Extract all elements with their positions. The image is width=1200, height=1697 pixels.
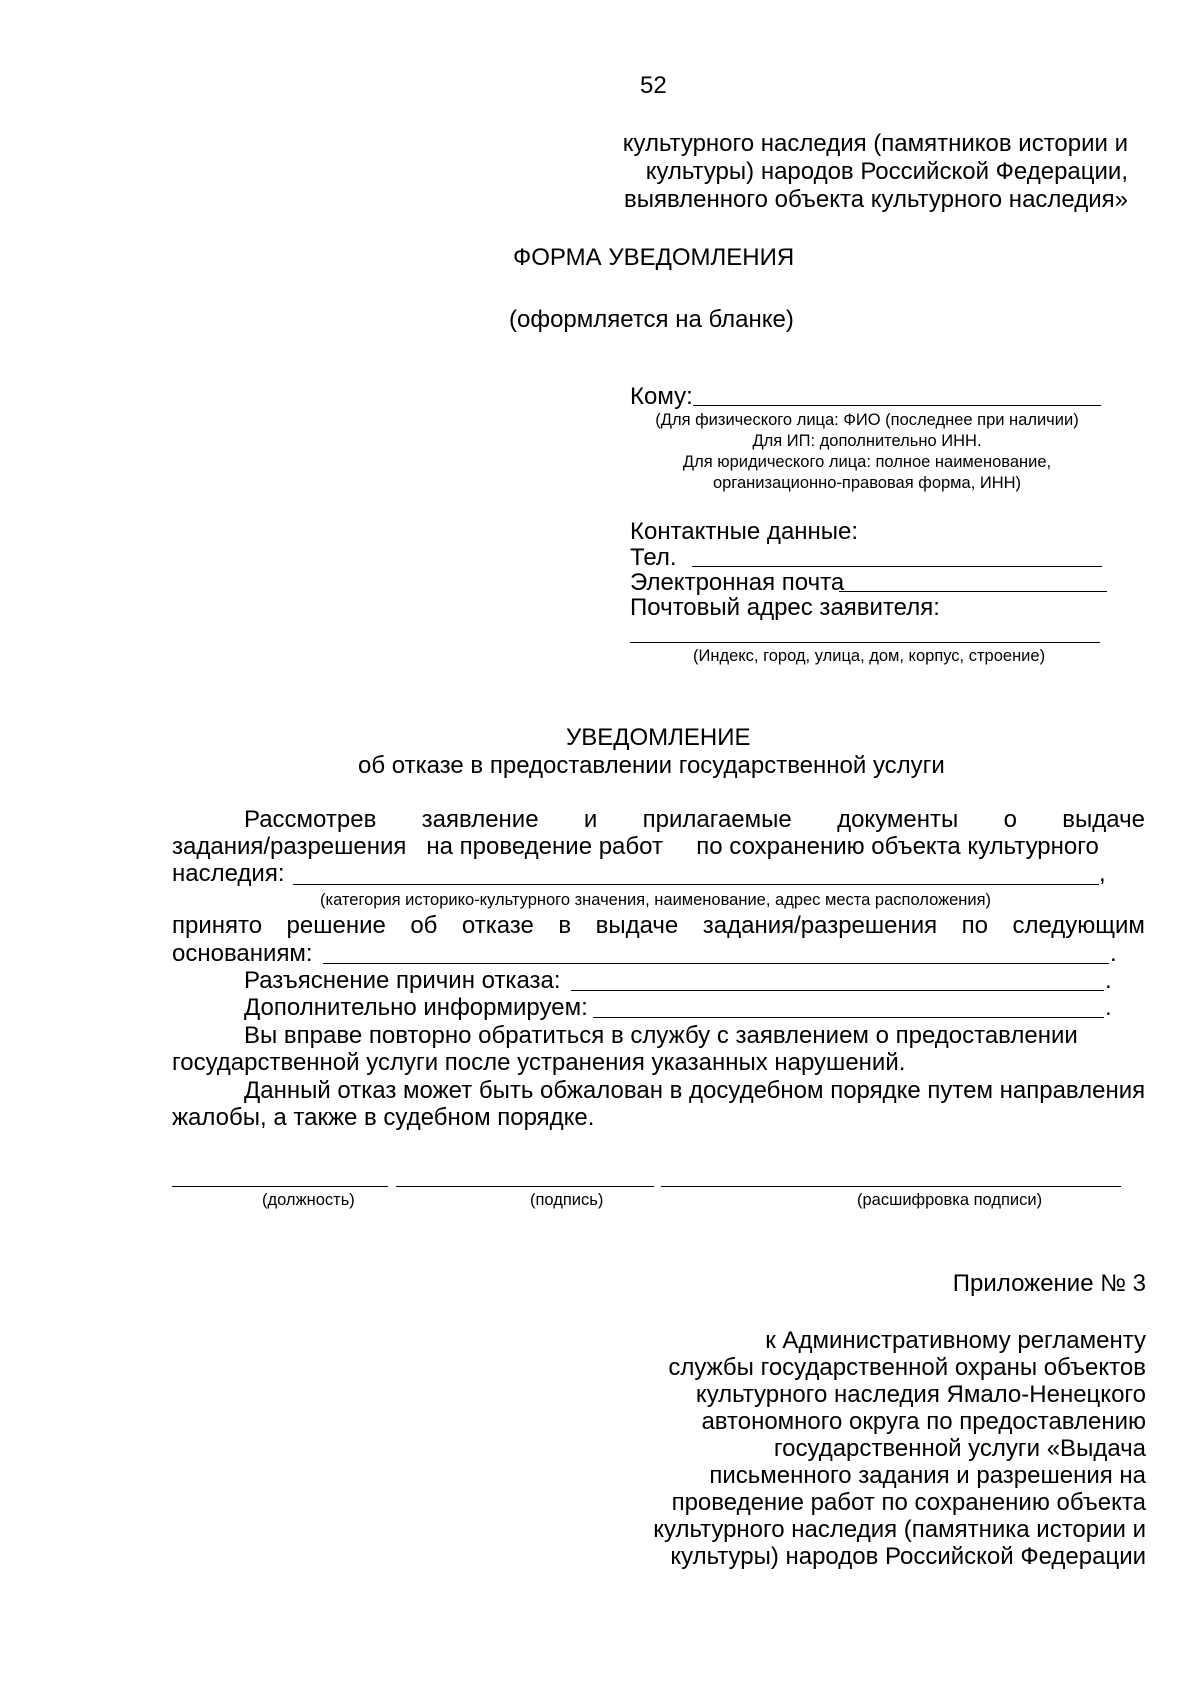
p2-word: задания/разрешения [702,912,938,939]
phone-label: Тел. [630,544,677,571]
repeat-text: Вы вправе повторно обратиться в службу с заявлением о предоставлении [244,1022,1078,1049]
appendix-line: культурного наследия Ямало-Ненецкого [695,1381,1146,1408]
signature-hint: (подпись) [530,1191,604,1209]
grounds-label: основаниям: [172,940,313,967]
recipient-hint: организационно-правовая форма, ИНН) [712,474,1022,492]
reasons-label: Разъяснение причин отказа: [244,967,561,994]
p1-word: прилагаемые [642,806,792,833]
name-field[interactable] [661,1186,1121,1187]
reasons-field[interactable] [571,990,1104,991]
recipient-hint: Для ИП: дополнительно ИНН. [752,432,982,450]
email-label: Электронная почта [630,569,845,596]
p2-word: об [410,912,438,939]
p1-line1 [244,806,1145,834]
additional-label: Дополнительно информируем: [244,994,588,1021]
p2-word: решение [286,912,386,939]
header-line: культуры) народов Российской Федерации, [645,158,1128,185]
address-label: Почтовый адрес заявителя: [630,594,940,621]
appendix-line: культурного наследия (памятника истории и [653,1516,1146,1543]
p1-word: выдаче [1062,806,1145,833]
page-number: 52 [640,72,667,99]
recipient-hint: (Для физического лица: ФИО (последнее при наличии) [655,411,1079,429]
contacts-heading: Контактные данные: [630,518,859,545]
appendix-line: автономного округа по предоставлению [701,1408,1146,1435]
email-field[interactable] [839,591,1107,592]
period: . [1105,967,1112,994]
appendix-line: к Административному регламенту [765,1327,1146,1354]
notice-title: УВЕДОМЛЕНИЕ [566,724,751,751]
appendix-line: государственной услуги «Выдача [773,1435,1146,1462]
notice-subtitle: об отказе в предоставлении государственной услуги [358,752,945,779]
recipient-label: Кому: [630,383,693,410]
header-line: культурного наследия (памятников истории и [622,130,1128,157]
object-hint: (категория историко-культурного значения, наименование, адрес места расположения) [320,891,992,909]
object-comma: , [1099,860,1106,887]
p2-word: выдаче [595,912,679,939]
p2-word: следующим [1012,912,1145,939]
address-hint: (Индекс, город, улица, дом, корпус, строение) [693,647,1046,665]
grounds-field[interactable] [323,963,1109,964]
p2-word: отказе [461,912,534,939]
recipient-hint: Для юридического лица: полное наименование, [682,453,1052,471]
p1-word: Рассмотрев [244,806,377,833]
repeat-text: государственной услуги после устранения указанных нарушений. [172,1049,906,1076]
signature-field[interactable] [396,1186,654,1187]
name-hint: (расшифровка подписи) [857,1191,1043,1209]
object-field[interactable] [293,884,1099,885]
p2-word: в [558,912,572,939]
p2-line1 [172,912,1145,940]
appendix-line: культуры) народов Российской Федерации [670,1543,1146,1570]
position-field[interactable] [172,1186,388,1187]
additional-field[interactable] [593,1017,1104,1018]
phone-field[interactable] [692,566,1102,567]
p2-word: по [961,912,988,939]
appendix-line: проведение работ по сохранению объекта [671,1489,1146,1516]
period: . [1110,940,1117,967]
p1-line2: задания/разрешения на проведение работ по сохранению объекта культурного [172,833,1099,860]
appendix-line: письменного задания и разрешения на [709,1462,1146,1489]
appendix-line: службы государственной охраны объектов [668,1354,1146,1381]
object-label: наследия: [172,860,285,887]
p1-word: документы [837,806,959,833]
address-field[interactable] [630,642,1100,643]
recipient-field[interactable] [693,405,1101,406]
header-line: выявленного объекта культурного наследия» [623,186,1128,213]
p1-word: о [1003,806,1017,833]
appendix-title: Приложение № 3 [952,1270,1146,1297]
appeal-text: Данный отказ может быть обжалован в досудебном порядке путем направления [244,1077,1146,1104]
p2-word: принято [172,912,263,939]
form-title: ФОРМА УВЕДОМЛЕНИЯ [513,244,795,271]
period: . [1105,994,1112,1021]
position-hint: (должность) [262,1191,355,1209]
appeal-text: жалобы, а также в судебном порядке. [172,1104,595,1131]
p1-word: заявление [421,806,539,833]
form-subtitle: (оформляется на бланке) [509,306,794,333]
p1-word: и [583,806,598,833]
